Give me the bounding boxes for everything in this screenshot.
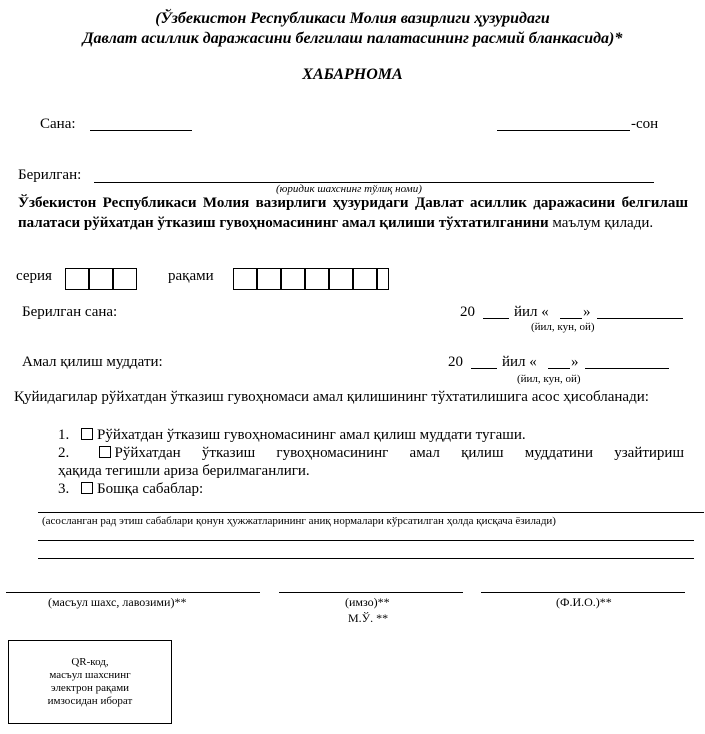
reason-2-text-1: Рўйхатдан ўтказиш гувоҳномасининг амал қилиш муддатини узайтириш [114,445,685,461]
series-box-1[interactable] [65,268,89,290]
issued-date-year-prefix: 20 [460,304,475,320]
reasons-field-1[interactable] [38,512,704,513]
validity-label: Амал қилиш муддати: [22,354,163,370]
signature-caption: (имзо)** [345,595,390,609]
reasons-intro: Қуйидагилар рўйхатдан ўтказиш гувоҳномаси амал қилишининг тўхтатилишига асос ҳисобланади: [14,389,649,405]
reasons-field-2[interactable] [38,540,694,541]
reason-1-checkbox[interactable] [81,428,93,440]
validity-month-field[interactable] [585,368,669,369]
validity-year-prefix: 20 [448,354,463,370]
number-box-7[interactable] [377,268,389,290]
number-box-1[interactable] [233,268,257,290]
issued-to-label: Берилган: [18,167,82,183]
date-field[interactable] [90,130,192,131]
number-box-3[interactable] [281,268,305,290]
stamp-label: М.Ў. ** [348,611,389,625]
reasons-field-3[interactable] [38,558,694,559]
reason-3-checkbox[interactable] [81,482,93,494]
issued-date-caption: (йил, кун, ой) [531,321,595,333]
issued-date-year-field[interactable] [483,318,509,319]
header-line-1: (Ўзбекистон Республикаси Молия вазирлиги ҳузуридаги [155,10,550,27]
validity-day-field[interactable] [548,368,570,369]
issued-date-day-field[interactable] [560,318,582,319]
reason-2-line-2: ҳақида тегишли ариза берилмаганлиги. [58,463,310,479]
reason-3-number: 3. [58,481,70,497]
validity-year-field[interactable] [471,368,497,369]
reason-3-text: Бошқа сабаблар: [97,481,204,497]
document-title: ХАБАРНОМА [302,66,403,83]
fio-caption: (Ф.И.О.)** [556,595,612,609]
number-suffix: -сон [631,116,659,132]
reason-2-number: 2. [58,445,70,461]
number-box-4[interactable] [305,268,329,290]
fio-field[interactable] [481,592,685,593]
reason-1-text: Рўйхатдан ўтказиш гувоҳномасининг амал қилиш муддати тугаши. [97,427,526,443]
series-box-2[interactable] [89,268,113,290]
number-box-5[interactable] [329,268,353,290]
qr-code-box [8,640,172,724]
number-label: рақами [168,268,214,284]
reasons-caption: (асосланган рад этиш сабаблари қонун ҳужжатларининг аниқ нормалари кўрсатилган ҳолда қисқача ёзилади) [42,515,556,527]
number-box-6[interactable] [353,268,377,290]
series-label: серия [16,268,52,284]
reason-3 [58,481,203,498]
body-paragraph [18,193,688,233]
reason-2-line-1 [58,445,684,462]
position-field[interactable] [6,592,260,593]
issued-date-year-word: йил « [514,304,549,320]
reason-2-checkbox[interactable] [99,446,111,458]
body-bold-text: Ўзбекистон Республикаси Молия вазирлиги ҳузуридаги Давлат асиллик даражасини белгилаш палатаси рўйхатдан ўтказиш гувоҳномасининг амал қилиши тўхтатилганини [18,195,688,231]
position-caption: (масъул шахс, лавозими)** [48,595,187,609]
validity-quote-close: » [571,354,579,370]
qr-box-line-4: имзосидан иборат [47,695,133,707]
body-tail-text: маълум қилади. [552,215,654,231]
validity-caption: (йил, кун, ой) [517,373,581,385]
reason-1-number: 1. [58,427,70,443]
signature-field[interactable] [279,592,463,593]
qr-box-line-3: электрон рақами [50,682,130,694]
series-box-3[interactable] [113,268,137,290]
issued-date-month-field[interactable] [597,318,683,319]
qr-box-line-2: масъул шахснинг [49,669,131,681]
qr-box-line-1: QR-код, [71,656,109,668]
number-field[interactable] [497,130,630,131]
header-line-2: Давлат асиллик даражасини белгилаш палатасининг расмий бланкасида)* [82,30,623,47]
date-label: Сана: [40,116,76,132]
reason-1 [58,427,526,444]
validity-year-word: йил « [502,354,537,370]
issued-to-caption: (юридик шахснинг тўлиқ номи) [276,183,422,195]
issued-date-label: Берилган сана: [22,304,118,320]
issued-date-quote-close: » [583,304,591,320]
number-box-2[interactable] [257,268,281,290]
